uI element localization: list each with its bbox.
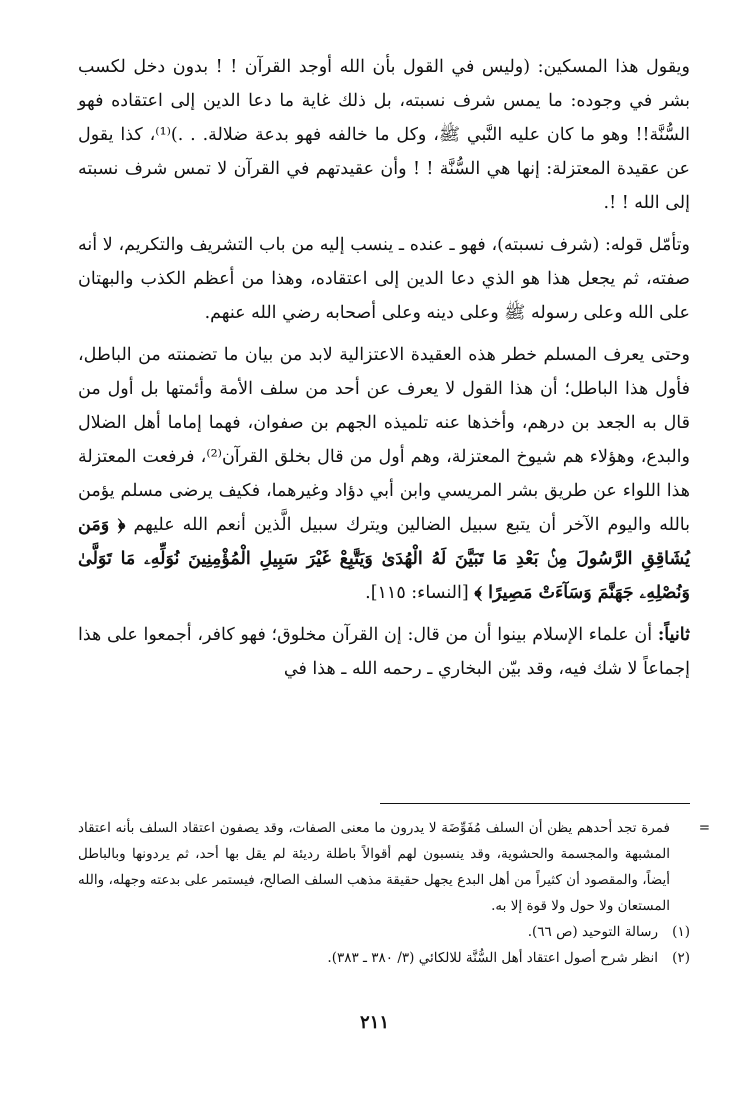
paragraph-4 xyxy=(78,618,690,686)
footnote-text: انظر شرح أصول اعتقاد أهل السُّنَّة للالكائي (٣/ ٣٨٠ ـ ٣٨٣). xyxy=(327,950,658,966)
paragraph-3 xyxy=(78,338,690,610)
paragraph-2: وتأمّل قوله: (شرف نسبته)، فهو ـ عنده ـ ينسب إليه من باب التشريف والتكريم، لا أنه صفته، ثم يجعل هذا هو الذي دعا الدين إلى اعتقاده، وهذا من أعظم الكذب والبهتان على الله وعلى رسوله ﷺ وعلى دينه وعلى أصحابه رضي الله عنهم. xyxy=(78,235,690,323)
footnote-item xyxy=(78,919,690,945)
quran-verse: ﴿ وَمَن يُشَاقِقِ الرَّسُولَ مِنۢ بَعْدِ مَا تَبَيَّنَ لَهُ الْهُدَىٰ وَيَتَّبِعْ غَيْرَ سَبِيلِ الْمُؤْمِنِينَ نُوَلِّهِۦ مَا تَوَلَّىٰ وَنُصْلِهِۦ جَهَنَّمَ وَسَآءَتْ مَصِيرًا ﴾ xyxy=(78,515,690,603)
footnote-divider xyxy=(380,803,690,804)
paragraph-4-text: أن علماء الإسلام بينوا أن من قال: إن القرآن مخلوق؛ فهو كافر، أجمعوا على هذا إجماعاً لا شك فيه، وقد بيّن البخاري ـ رحمه الله ـ هذا في xyxy=(78,625,690,679)
main-text xyxy=(78,50,690,694)
page-number: ٢١١ xyxy=(359,1012,389,1033)
footnote-number: (١) xyxy=(672,924,690,940)
footnote-continuation-text: فمرة تجد أحدهم يظن أن السلف مُفَوِّضَة لا يدرون ما معنى الصفات، وقد يصفون اعتقاد السلف بأنه اعتقاد المشبهة والمجسمة والحشوية، وقد ينسبون لهم أقوالاً باطلة رديئة لم يقل بها أحد، ثم يردونها وبالباطل أيضاً، والمقصود أن كثيراً من أهل البدع يجهل حقيقة مذهب السلف الصالح، فيستمر على بدعته وجهله، والله المستعان ولا حول ولا قوة إلا به. xyxy=(78,820,670,914)
paragraph-1: ويقول هذا المسكين: (وليس في القول بأن الله أوجد القرآن ! ! بدون دخل لكسب بشر في وجوده: ما يمس شرف نسبته، بل ذلك غاية ما دعا الدين إلى اعتقاده فهو السُّنَّة!! وهو ما كان عليه النَّبي ﷺ، وكل ما خالفه فهو بدعة ضلالة. . .)⁽¹⁾، كذا يقول عن عقيدة المعتزلة: إنها هي السُّنَّة ! ! وأن عقيدتهم في القرآن لا تمس شرف نسبته إلى الله ! !. xyxy=(78,57,690,213)
footnote-text: رسالة التوحيد (ص ٦٦). xyxy=(527,924,658,940)
verse-reference: [النساء: ١١٥]. xyxy=(365,583,469,603)
footnote-item xyxy=(78,945,690,971)
footnote-continuation xyxy=(78,815,710,919)
footnotes xyxy=(78,815,710,971)
continuation-mark: = xyxy=(698,820,710,836)
paragraph-4-lead: ثانياً: xyxy=(657,625,690,645)
paragraph-3-text: وحتى يعرف المسلم خطر هذه العقيدة الاعتزالية لابد من بيان ما تضمنته من الباطل، فأول هذا الباطل؛ أن هذا القول لا يعرف عن أحد من سلف الأمة وأئمتها بل أول من قال به الجعد بن درهم، وأخذها عنه تلميذه الجهم بن صفوان، فهما إماما أهل الضلال والبدع، وهؤلاء هم شيوخ المعتزلة، وهم أول من قال بخلق القرآن⁽²⁾، فرفعت المعتزلة هذا اللواء عن طريق بشر المريسي وابن أبي دؤاد وغيرهما، فكيف يرضى مسلم يؤمن بالله واليوم الآخر أن يتبع سبيل الضالين ويترك سبيل الَّذين أنعم الله عليهم xyxy=(78,345,690,535)
footnote-number: (٢) xyxy=(672,950,690,966)
